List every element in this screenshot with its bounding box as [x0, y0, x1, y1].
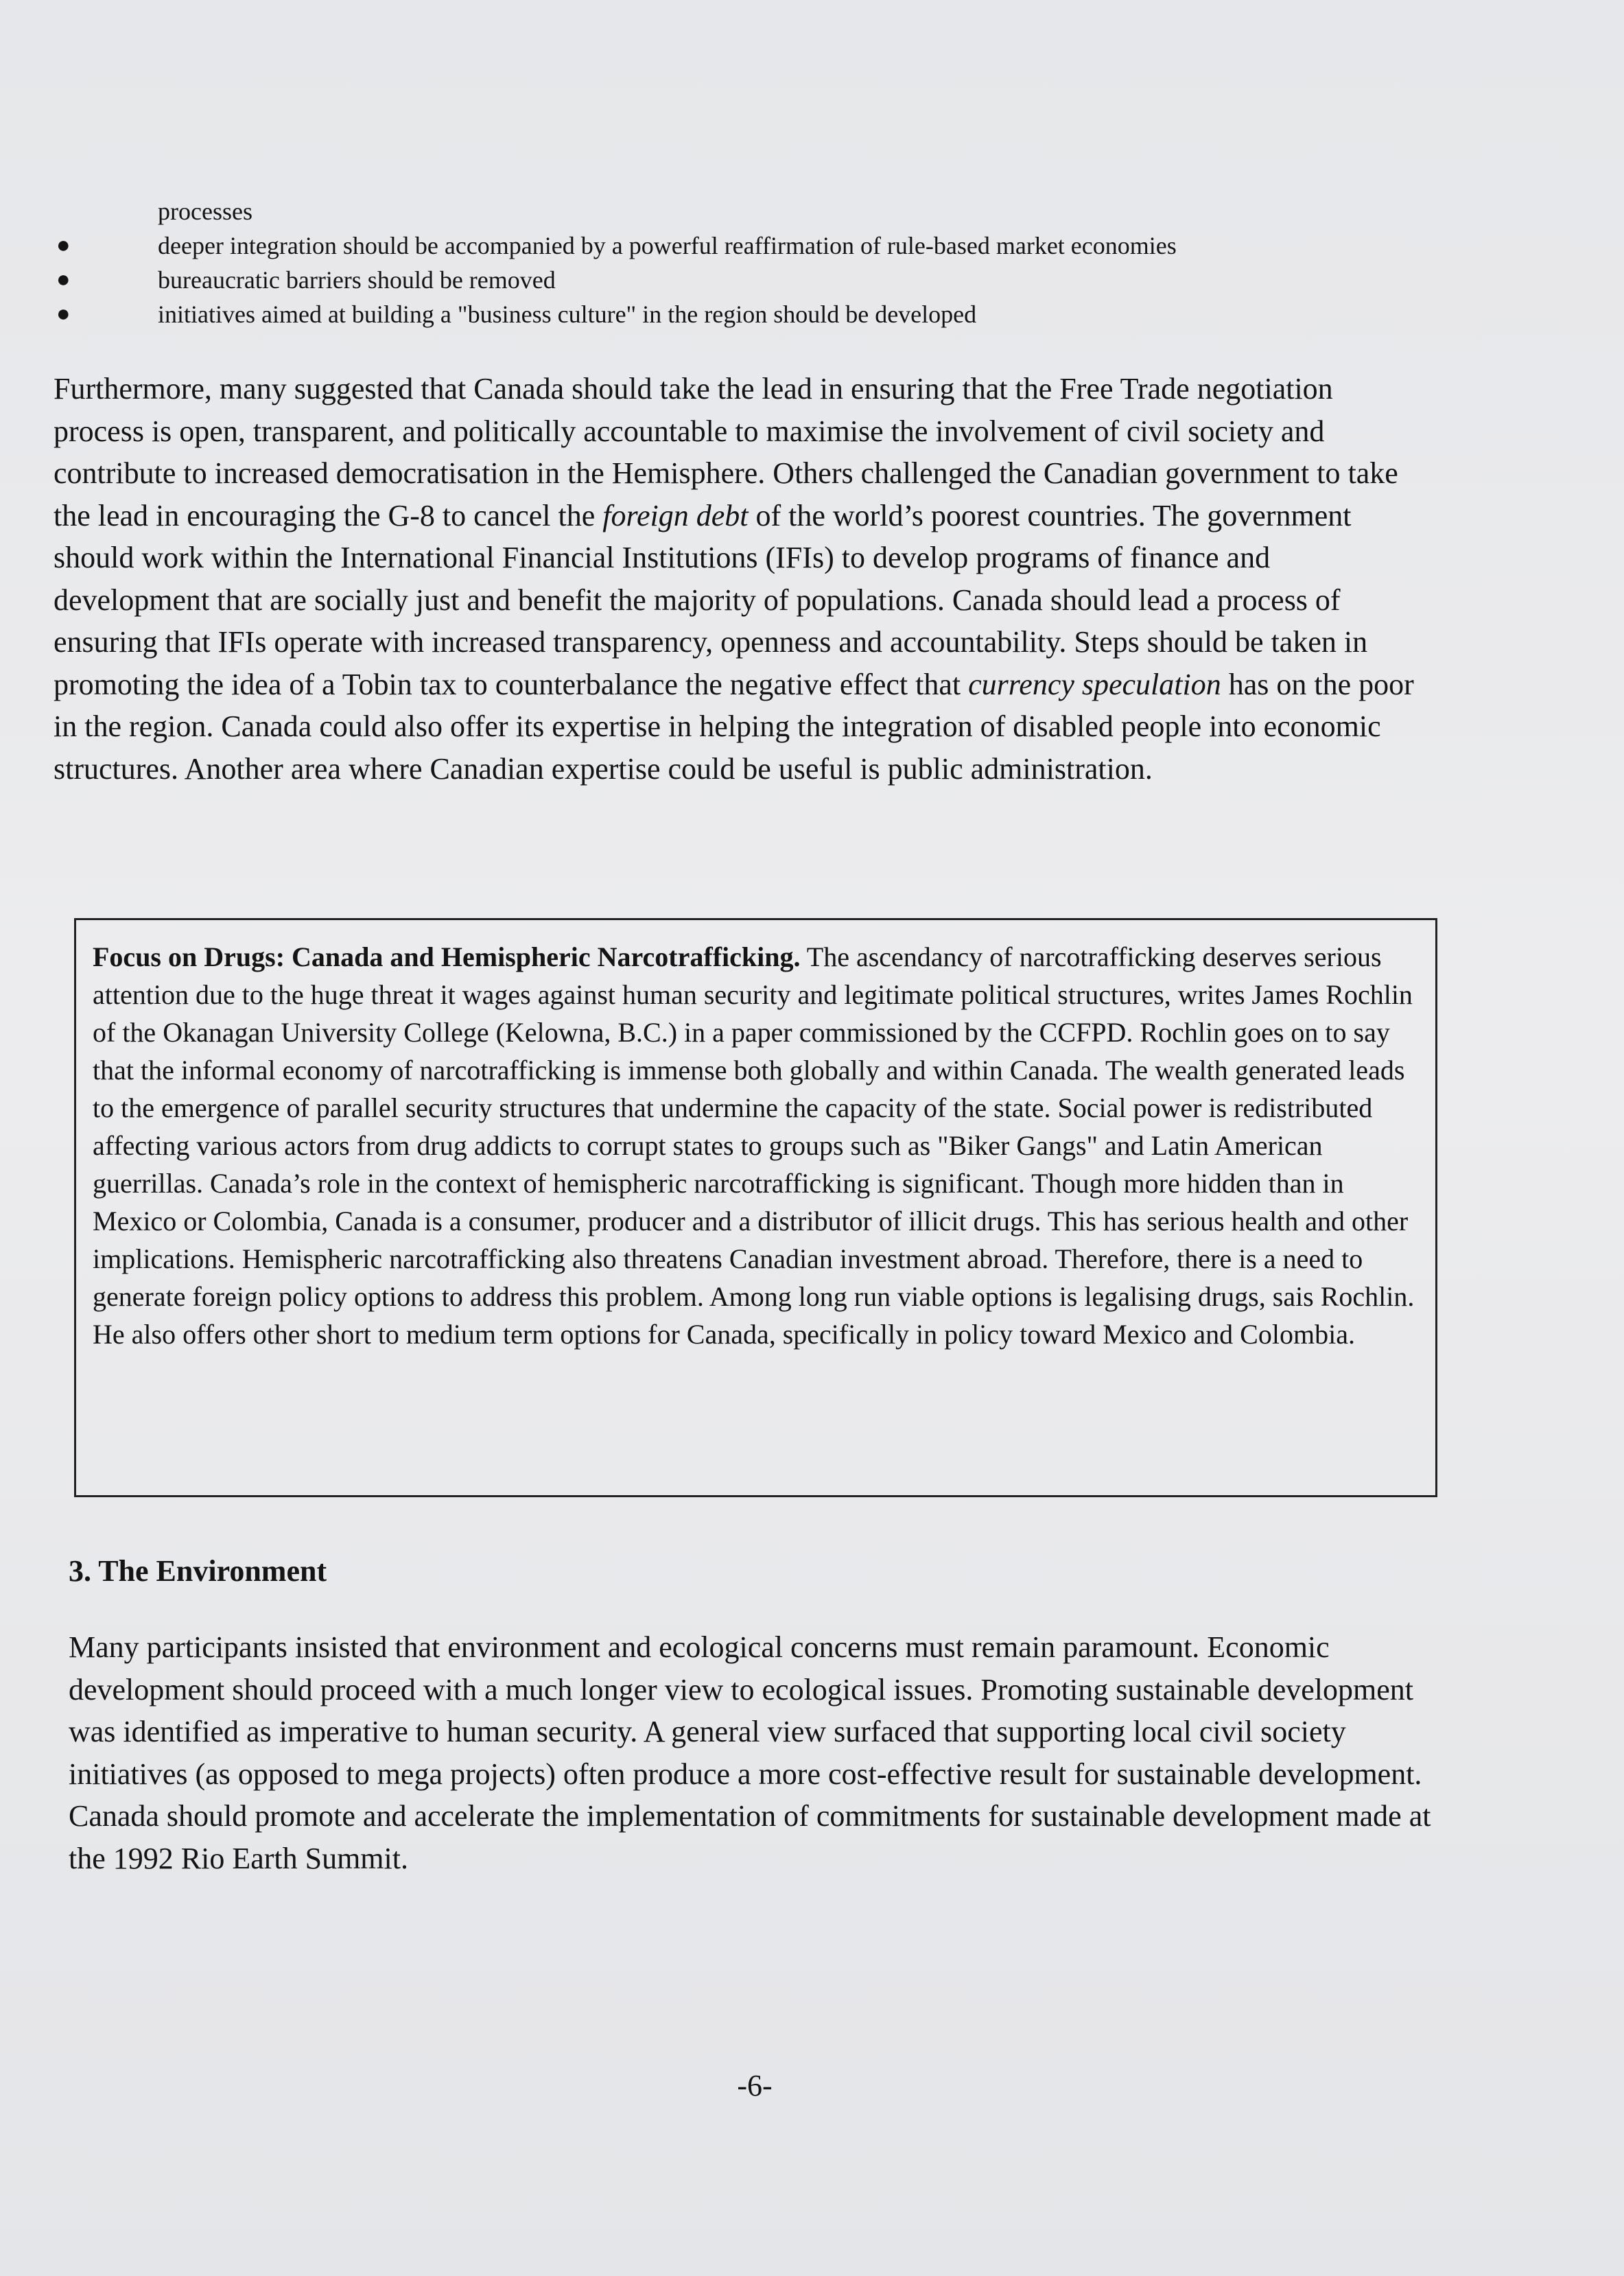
paragraph-text: Furthermore, many suggested that Canada should take the lead in ensuring that the Free Trade negotiation process is open, transparent, and politically accountable to maximise the involvement of civil society and contribute to increased democratisation in the Hemisphere. Others challenged the Canadian government to take the lead in encouraging the G-8 to cancel the: [54, 372, 1398, 532]
paragraph-text: of the world’s poorest countries. The government should work within the International Financial Institutions (IFIs) to develop programs of finance and development that are socially just and benefit the majority of populations. Canada should lead a process of ensuring that IFIs operate with increased transparency, openness and accountability. Steps should be taken in promoting the idea of a Tobin tax to counterbalance the negative effect that: [54, 498, 1368, 701]
focus-box-title: Focus on Drugs: Canada and Hemispheric Narcotrafficking.: [93, 941, 801, 972]
bullet-continuation: processes: [158, 198, 252, 225]
paragraph-text: Many participants insisted that environment and ecological concerns must remain paramount. Economic development should proceed with a much longer view to ecological issues. Promoting sustainable development was identified as imperative to human security. A general view surfaced that supporting local civil society initiatives (as opposed to mega projects) often produce a more cost-effective result for sustainable development. Canada should promote and accelerate the implementation of commitments for sustainable development made at the 1992 Rio Earth Summit.: [69, 1630, 1431, 1875]
section-heading-environment: 3. The Environment: [69, 1554, 327, 1588]
bullet-text: deeper integration should be accompanied by a powerful reaffirmation of rule-based market economies: [158, 232, 1177, 259]
bullet-dot-icon: ●: [56, 233, 71, 258]
paragraph-environment: [69, 1626, 1434, 1879]
paragraph-text: has on the poor in the region. Canada could also offer its expertise in helping the integration of disabled people into economic structures. Another area where Canadian expertise could be useful is public administration.: [54, 667, 1414, 786]
list-item: [48, 263, 1420, 297]
paragraph-free-trade: [54, 368, 1419, 790]
bullet-dot-icon: ●: [56, 301, 71, 327]
focus-on-drugs-box: [74, 918, 1437, 1497]
focus-box-body: The ascendancy of narcotrafficking deserves serious attention due to the huge threat it wages against human security and legitimate political structures, writes James Rochlin of the Okanagan University College (Kelowna, B.C.) in a paper commissioned by the CCFPD. Rochlin goes on to say that the informal economy of narcotrafficking is immense both globally and within Canada. The wealth generated leads to the emergence of parallel security structures that undermine the capacity of the state. Social power is redistributed affecting various actors from drug addicts to corrupt states to groups such as "Biker Gangs" and Latin American guerrillas. Canada’s role in the context of hemispheric narcotrafficking is significant. Though more hidden than in Mexico or Colombia, Canada is a consumer, producer and a distributor of illicit drugs. This has serious health and other implications. Hemispheric narcotrafficking also threatens Canadian investment abroad. Therefore, there is a need to generate foreign policy options to address this problem. Among long run viable options is legalising drugs, sais Rochlin. He also offers other short to medium term options for Canada, specifically in policy toward Mexico and Colombia.: [93, 941, 1415, 1350]
bullet-text: bureaucratic barriers should be removed: [158, 266, 556, 294]
bullet-dot-icon: ●: [56, 267, 71, 292]
list-item: [48, 228, 1420, 263]
italic-term: currency speculation: [968, 667, 1221, 701]
bullet-text: initiatives aimed at building a "business culture" in the region should be developed: [158, 301, 977, 328]
italic-term: foreign debt: [602, 498, 749, 532]
bullet-list: [48, 194, 1420, 331]
page-number: -6-: [737, 2069, 773, 2102]
list-item: [48, 297, 1420, 331]
